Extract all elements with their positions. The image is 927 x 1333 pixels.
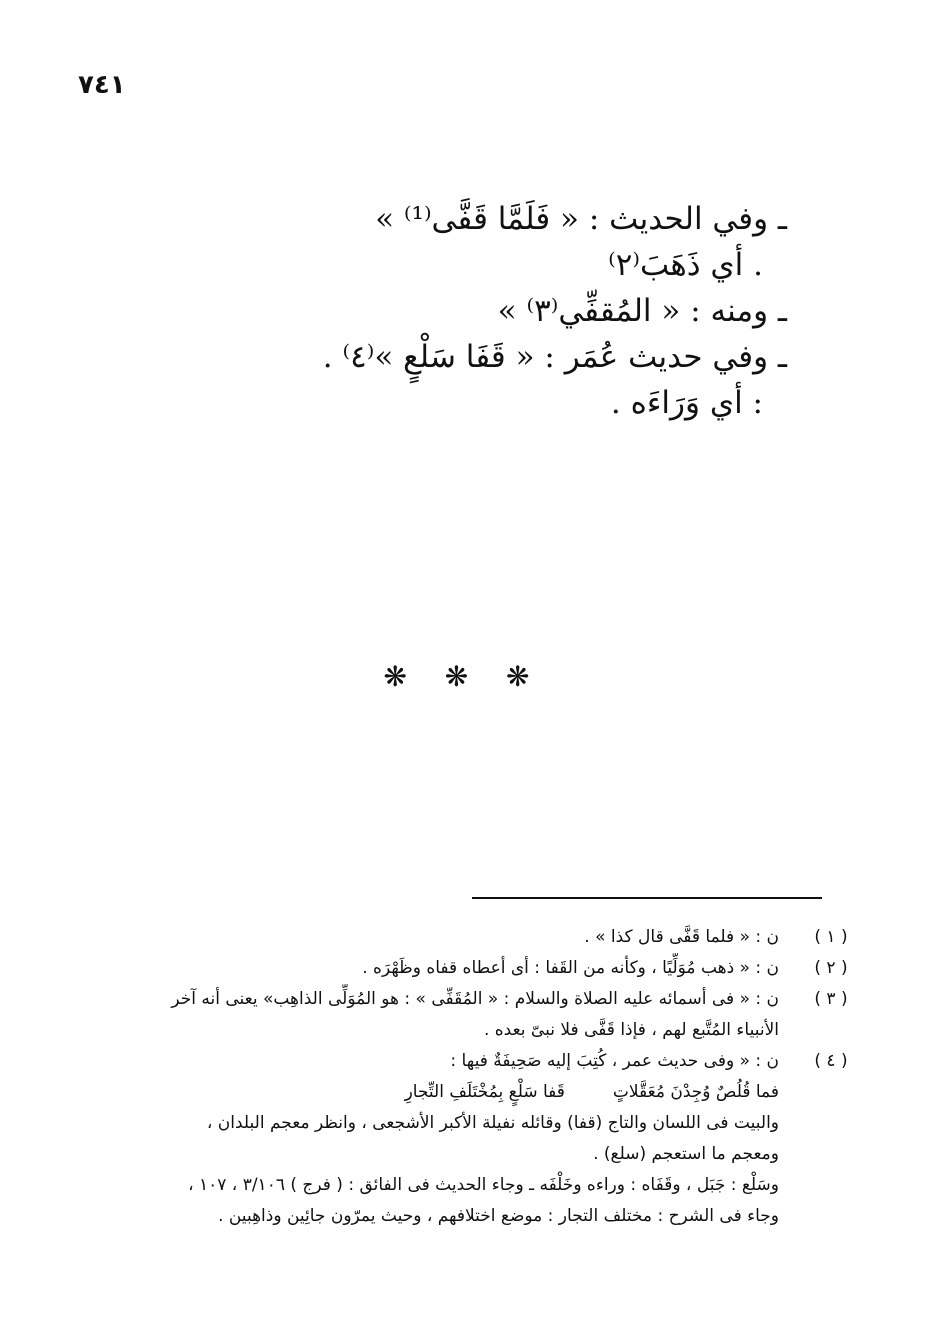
main-line: ـ وفي حديث عُمَر : « قَفَا سَلْعٍ »⁽٤⁾ .	[322, 339, 787, 375]
footnote-line: ن : « فى أسمائه عليه الصلاة والسلام : « المُقَفِّى » : هو المُوَلِّى الذاهِب» يعنى أنه آخر	[171, 989, 779, 1009]
footnotes	[75, 922, 848, 1232]
footnote-number: ( ٣ )	[814, 989, 848, 1009]
footnote-line: ن : « ذهب مُوَلِّيًا ، وكأنه من القَفا : أى أعطاه قفاه وظَهْرَه .	[362, 958, 779, 978]
footnote	[75, 953, 848, 984]
footnote-line: والبيت فى اللسان والتاج (قفا) وقائله نفيلة الأكبر الأشجعى ، وانظر معجم البلدان ،	[206, 1113, 779, 1133]
verse-hemistich: فما قُلُصٌ وُجِدْنَ مُعَقَّلاتٍ	[612, 1082, 779, 1102]
main-line: . أي ذَهَبَ⁽٢⁾	[608, 247, 763, 283]
footnote	[75, 1046, 848, 1232]
footnote-line: ن : « وفى حديث عمر ، كُتِبَ إليه صَحِيفَةٌ فيها :	[450, 1051, 779, 1071]
section-separator: ❋ ❋ ❋	[383, 660, 544, 693]
verse-line	[75, 1077, 779, 1108]
footnote-line: ن : « فلما قَفَّى قال كذا » .	[584, 927, 779, 947]
footnote-line: ومعجم ما استعجم (سلع) .	[593, 1144, 779, 1164]
main-line: ـ ومنه : « المُقفِّي⁽٣⁾ »	[497, 293, 787, 329]
page-number: ٧٤١	[78, 70, 126, 100]
footnote	[75, 922, 848, 953]
footnote-number: ( ٢ )	[814, 958, 848, 978]
main-line: : أي وَرَاءَه .	[610, 385, 763, 421]
footnote	[75, 984, 848, 1046]
footnote-number: ( ٤ )	[814, 1051, 848, 1071]
main-line: ـ وفي الحديث : « فَلَمَّا قَفَّى⁽¹⁾ »	[375, 201, 787, 237]
verse-hemistich: قَفا سَلْعٍ بِمُخْتَلَفِ التِّجارِ	[404, 1082, 565, 1102]
main-text	[307, 196, 787, 426]
footnote-line: الأنبياء المُتَّبع لهم ، فإذا قَفَّى فلا نبىّ بعده .	[483, 1020, 779, 1040]
footnote-line: وجاء فى الشرح : مختلف التجار : موضع اختلافهم ، وحيث يمرّون جائِين وذاهِبين .	[218, 1206, 779, 1226]
footnote-line: وسَلْع : جَبَل ، وقَفَاه : وراءه وخَلْفَه ـ وجاء الحديث فى الفائق : ( فرج ) ٣/١٠٦ ، ١٠٧ ،	[188, 1175, 779, 1195]
footnote-divider	[472, 897, 822, 899]
footnote-number: ( ١ )	[814, 927, 848, 947]
